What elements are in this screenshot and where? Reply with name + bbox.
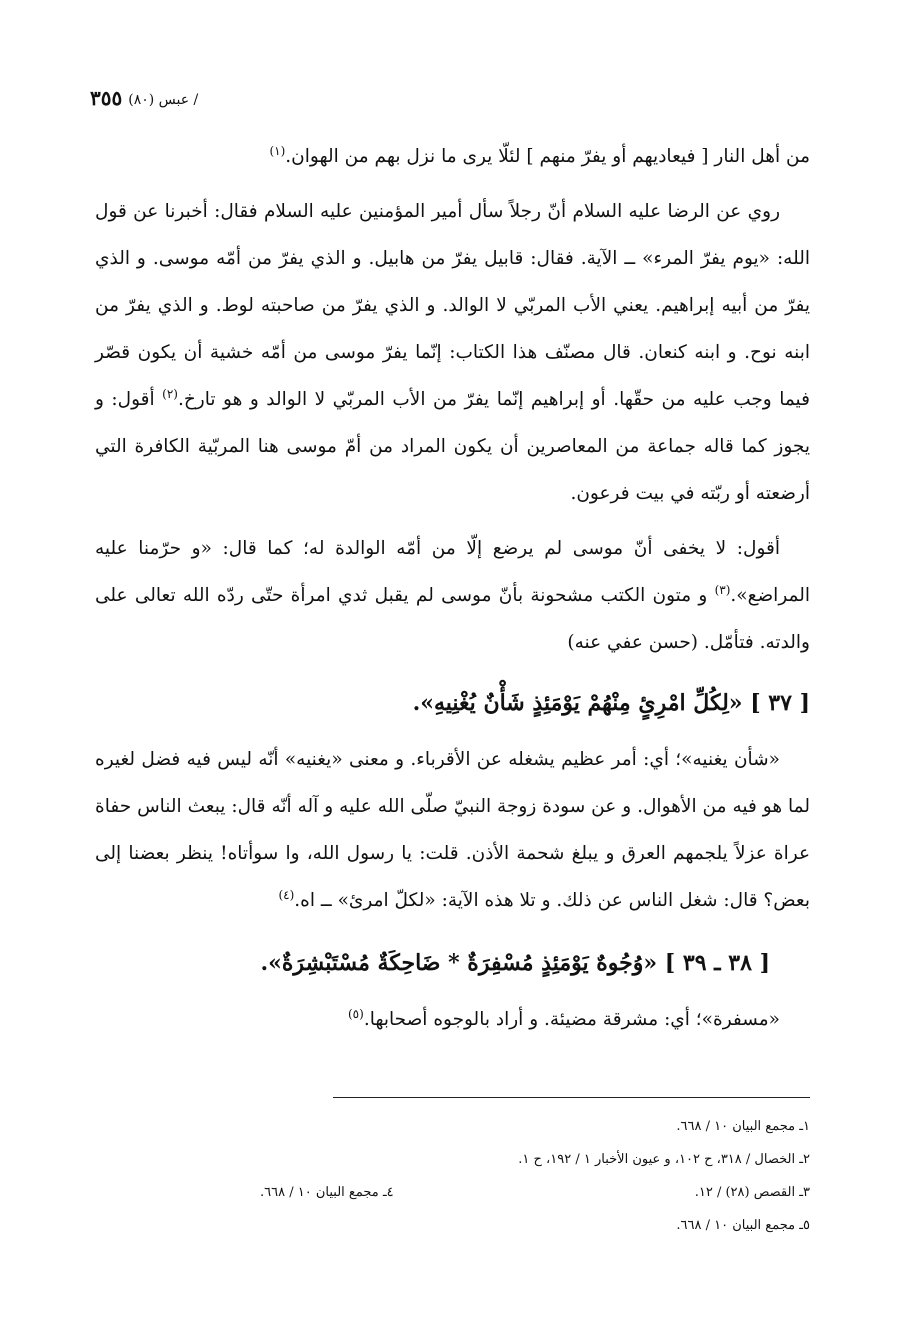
footnote-divider <box>333 1097 810 1098</box>
paragraph-5 <box>95 996 810 1043</box>
footnotes <box>260 1110 810 1242</box>
verse-heading-38-39: [ ٣٨ ـ ٣٩ ] «وُجُوهٌ يَوْمَئِذٍ مُسْفِرَةٌ * ضَاحِكَةٌ مُسْتَبْشِرَةٌ». <box>260 950 770 976</box>
footnote-3: ٣ـ القصص (٢٨) / ١٢. <box>694 1185 810 1200</box>
footnote-ref-2: (٢) <box>162 386 178 401</box>
footnote-ref-4: (٤) <box>278 887 295 902</box>
page-number: ٣٥٥ <box>90 86 123 110</box>
paragraph-3-text: أقول: لا يخفى أنّ موسى لم يرضع إلّا من أمّه الوالدة له؛ كما قال: «و حرّمنا عليه المراضع». <box>95 538 810 606</box>
paragraph-5-text: «مسفرة»؛ أي: مشرقة مضيئة. و أراد بالوجوه أصحابها. <box>363 1009 780 1030</box>
main-text <box>95 133 810 1051</box>
footnote-4: ٤ـ مجمع البيان ١٠ / ٦٦٨. <box>260 1185 394 1200</box>
paragraph-3-tail: و متون الكتب مشحونة بأنّ موسى لم يقبل ثدي امرأة حتّى ردّه الله تعالى على والدته. فتأمّل. (حسن عفي عنه) <box>95 585 810 653</box>
paragraph-3 <box>95 525 810 666</box>
footnote-1: ١ـ مجمع البيان ١٠ / ٦٦٨. <box>676 1119 810 1134</box>
footnote-5: ٥ـ مجمع البيان ١٠ / ٦٦٨. <box>676 1218 810 1233</box>
surah-reference: عبس (٨٠) / <box>128 92 199 108</box>
page-header <box>90 70 250 110</box>
footnote-row-3-4 <box>260 1176 810 1209</box>
verse-heading-37: [ ٣٧ ] «لِكُلِّ امْرِئٍ مِنْهُمْ يَوْمَئِذٍ شَأْنٌ يُغْنِيهِ». <box>412 690 810 716</box>
paragraph-1 <box>95 133 810 180</box>
footnote-ref-3: (٣) <box>714 582 731 597</box>
footnote-2: ٢ـ الخصال / ٣١٨، ح ١٠٢، و عيون الأخبار ١ / ١٩٢، ح ١. <box>518 1152 810 1167</box>
paragraph-2-text: روي عن الرضا عليه السلام أنّ رجلاً سأل أمير المؤمنين عليه السلام فقال: أخبرنا عن قول الله: «يوم يفرّ المرء» ــ الآية. فقال: قابيل يفرّ من هابيل. و الذي يفرّ من أمّه موسى. و الذي يفرّ من أبيه إبراهيم. يعني الأب المربّي لا الوالد. و الذي يفرّ من صاحبته لوط. و الذي يفرّ من ابنه نوح. و ابنه كنعان. قال مصنّف هذا الكتاب: إنّما يفرّ موسى من أمّه خشية أن يكون قصّر فيما وجب عليه من حقّها. أو إبراهيم إنّما يفرّ من الأب المربّي لا الوالد و هو تارخ. <box>95 201 810 410</box>
paragraph-4-text: «شأن يغنيه»؛ أي: أمر عظيم يشغله عن الأقرباء. و معنى «يغنيه» أنّه ليس فيه فضل لغيره لما هو فيه من الأهوال. و عن سودة زوجة النبيّ صلّى الله عليه و آله أنّه قال: يبعث الناس حفاة عراة عزلاً يلجمهم العرق و يبلغ شحمة الأذن. قلت: يا رسول الله، وا سوأتاه! ينظر بعضنا إلى بعض؟ قال: شغل الناس عن ذلك. و تلا هذه الآية: «لكلّ امرئ» ــ اه. <box>95 749 810 911</box>
paragraph-2 <box>95 188 810 517</box>
paragraph-1-text: من أهل النار [ فيعاديهم أو يفرّ منهم ] لئلّا يرى ما نزل بهم من الهوان. <box>285 146 810 167</box>
paragraph-4 <box>95 736 810 924</box>
footnote-ref-5: (٥) <box>347 1006 364 1021</box>
footnote-ref-1: (١) <box>269 143 286 158</box>
paragraph-2-tail: أقول: و يجوز كما قاله جماعة من المعاصرين أن يكون المراد من أمّ موسى هنا المربّية الكافرة التي أرضعته أو ربّته في بيت فرعون. <box>95 389 810 504</box>
